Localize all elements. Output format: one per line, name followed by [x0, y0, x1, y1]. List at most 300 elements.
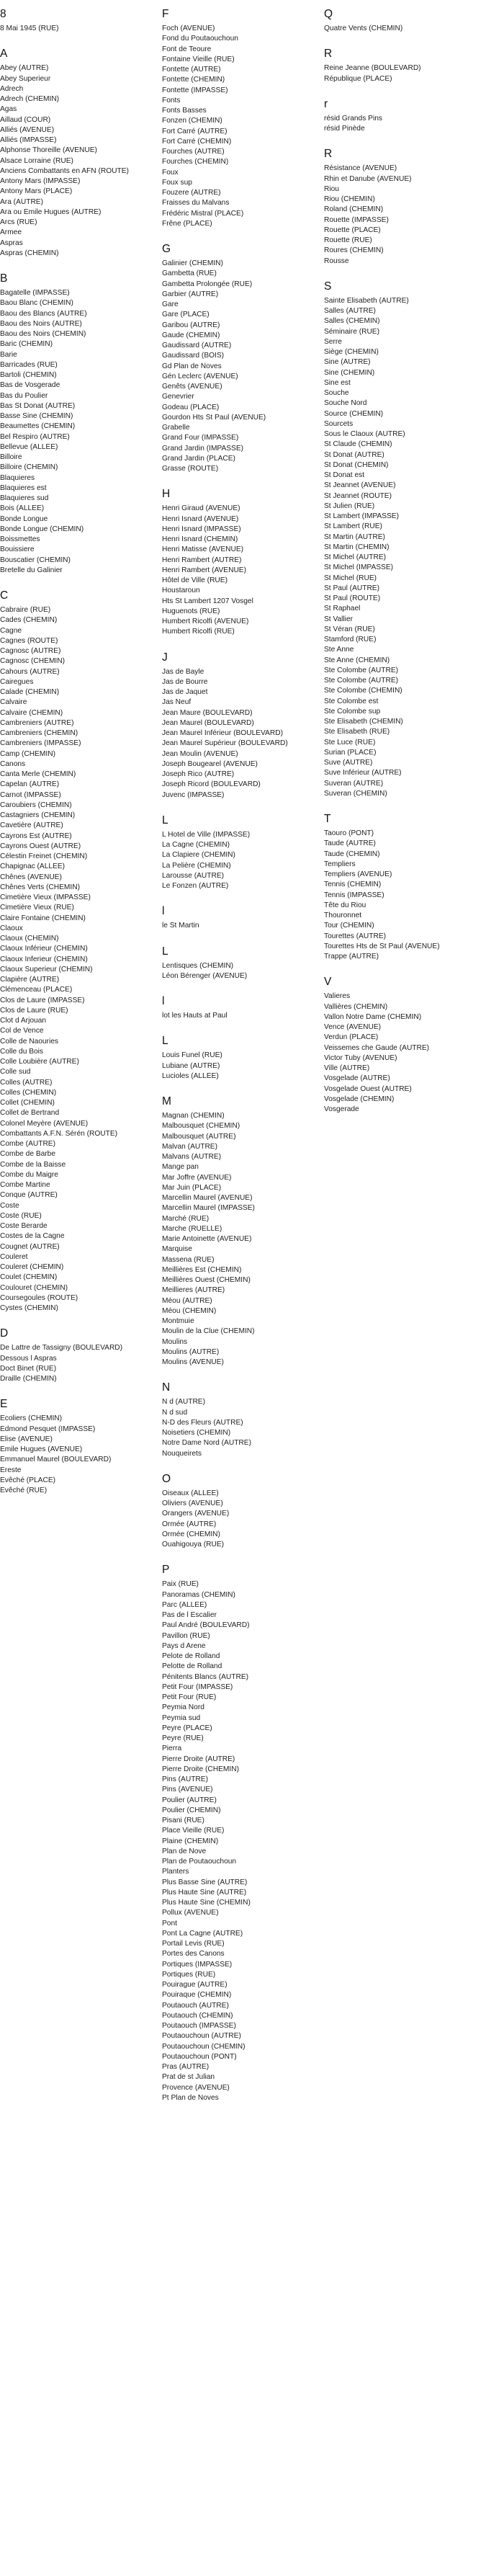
street-entry: Poutaouch (CHEMIN) — [162, 2011, 233, 2020]
street-entry: St Lambert (IMPASSE) — [324, 512, 399, 520]
section-letter-heading: D — [0, 1327, 9, 1340]
section-letter-heading: P — [162, 1564, 170, 1577]
street-entry: lot les Hauts at Paul — [162, 1012, 228, 1020]
street-entry: Marcellin Maurel (AVENUE) — [162, 1194, 253, 1202]
street-entry: Salles (AUTRE) — [324, 307, 376, 315]
street-entry: Cayrons Ouest (AUTRE) — [0, 842, 81, 850]
street-entry: Serre — [324, 337, 342, 346]
street-entry: Antony Mars (PLACE) — [0, 187, 73, 196]
street-entry: Genevrier — [162, 393, 194, 401]
street-index-column-1 — [0, 7, 155, 1496]
street-entry: De Lattre de Tassigny (BOULEVARD) — [0, 1344, 123, 1352]
street-entry: Lucioles (ALLEE) — [162, 1071, 219, 1080]
street-entry: St Martin (AUTRE) — [324, 532, 385, 541]
street-entry: Bas de Vosgerade — [0, 381, 60, 390]
street-entry: Bartoli (CHEMIN) — [0, 371, 57, 379]
letter-group — [324, 147, 486, 267]
street-entry: Cambreniers (IMPASSE) — [0, 739, 81, 748]
street-entry: Colle Loubière (AUTRE) — [0, 1058, 79, 1066]
section-letter-heading: V — [324, 976, 332, 989]
street-entry: Oliviers (AVENUE) — [162, 1499, 223, 1507]
letter-group — [162, 994, 324, 1021]
street-entry: Ecoliers (CHEMIN) — [0, 1414, 63, 1423]
section-letter-heading: 8 — [0, 8, 6, 20]
street-entry: Verdun (PLACE) — [324, 1033, 379, 1042]
street-entry: Marché (RUE) — [162, 1214, 210, 1223]
street-entry: Roures (CHEMIN) — [324, 246, 384, 255]
street-entry: Chapignac (ALLEE) — [0, 863, 66, 871]
street-entry: Ouahigouya (RUE) — [162, 1541, 225, 1548]
street-entry: résid Pinède — [324, 125, 365, 133]
street-entry: N-D des Fleurs (AUTRE) — [162, 1418, 243, 1427]
street-entry: Gén Leclerc (AVENUE) — [162, 372, 238, 380]
street-entry: Evêché (RUE) — [0, 1487, 48, 1494]
street-entry: Clot d Arjouan — [0, 1017, 46, 1025]
section-letter-heading: M — [162, 1095, 171, 1107]
street-entry: Hts St Lambert 1207 Vosgel — [162, 597, 253, 605]
street-entry: Meillières Est (CHEMIN) — [162, 1265, 242, 1274]
street-entry: Fouzere (AUTRE) — [162, 189, 221, 197]
street-entry: Collet de Bertrand — [0, 1109, 60, 1118]
street-entry: Dessous l Aspras — [0, 1354, 57, 1363]
street-entry: Pt Plan de Noves — [162, 2093, 219, 2102]
street-entry: Combe de Barbe — [0, 1150, 56, 1159]
section-letter-heading: L — [162, 1035, 168, 1048]
section-letter-heading: B — [0, 272, 8, 285]
street-entry: Rousse — [324, 257, 349, 265]
street-entry: Ara ou Emile Hugues (AUTRE) — [0, 208, 102, 216]
letter-group — [324, 97, 486, 135]
street-entry: Peyre (PLACE) — [162, 1724, 212, 1732]
street-entry: Vence (AVENUE) — [324, 1023, 382, 1031]
street-entry: Clos de Laure (IMPASSE) — [0, 996, 85, 1004]
letter-group — [0, 589, 155, 1314]
street-entry: Colle du Bois — [0, 1047, 44, 1056]
street-entry: Chênes Verts (CHEMIN) — [0, 883, 80, 891]
street-entry: Place Vieille (RUE) — [162, 1827, 225, 1835]
street-entry: Meillières Ouest (CHEMIN) — [162, 1276, 251, 1284]
letter-group — [162, 242, 324, 474]
street-entry: St Martin (CHEMIN) — [324, 543, 390, 551]
street-index-column-3 — [324, 7, 486, 1115]
street-entry: Rouette (PLACE) — [324, 226, 381, 234]
street-entry: Parc (ALLEE) — [162, 1600, 207, 1609]
street-entry: N d (AUTRE) — [162, 1398, 205, 1407]
street-entry: Gaudissard (BOIS) — [162, 352, 225, 360]
street-entry: Provence (AVENUE) — [162, 2083, 230, 2092]
street-entry: Hôtel de Ville (RUE) — [162, 576, 228, 584]
street-entry: Fourches (AUTRE) — [162, 148, 225, 156]
street-entry: Fonts — [162, 96, 181, 104]
street-entry: Font de Teoure — [162, 45, 212, 53]
street-entry: Montmuie — [162, 1317, 194, 1325]
street-entry: Poutaouchoun (AUTRE) — [162, 2032, 241, 2041]
street-entry: Bouissiere — [0, 545, 35, 554]
street-entry: Jean Maurel Inférieur (BOULEVARD) — [162, 729, 283, 737]
street-entry: Suve (AUTRE) — [324, 759, 373, 767]
section-letter-heading: G — [162, 243, 171, 255]
street-entry: Paix (RUE) — [162, 1580, 199, 1589]
street-entry: St Michel (AUTRE) — [324, 553, 387, 561]
street-entry: Cambreniers (AUTRE) — [0, 718, 74, 727]
street-entry: Humbert Ricolfi (RUE) — [162, 628, 235, 636]
section-letter-heading: l — [162, 905, 165, 918]
street-entry: St Véran (RUE) — [324, 625, 375, 633]
street-entry: Souche Nord — [324, 399, 367, 408]
street-entry: Meillieres (AUTRE) — [162, 1286, 225, 1295]
street-entry: Billoire (CHEMIN) — [0, 463, 58, 472]
street-entry: Fort Carré (AUTRE) — [162, 127, 228, 135]
section-letter-heading: S — [324, 280, 332, 293]
street-entry: Sine (AUTRE) — [324, 358, 371, 367]
street-entry: Jean Maurel (BOULEVARD) — [162, 718, 254, 727]
street-entry: Aspras — [0, 239, 23, 247]
street-entry: Anciens Combattants en AFN (ROUTE) — [0, 166, 129, 175]
street-entry: Genêts (AVENUE) — [162, 383, 222, 391]
street-entry: Coste — [0, 1201, 19, 1210]
street-entry: St Paul (AUTRE) — [324, 584, 379, 592]
street-entry: Cambreniers (CHEMIN) — [0, 729, 78, 737]
letter-group — [162, 814, 324, 892]
street-entry: Templiers — [324, 860, 356, 868]
street-entry: Alsace Lorraine (RUE) — [0, 156, 73, 165]
street-entry: Emmanuel Maurel (BOULEVARD) — [0, 1456, 112, 1464]
street-entry: Coste Berarde — [0, 1222, 48, 1230]
street-entry: Tennis (IMPASSE) — [324, 891, 384, 899]
street-entry: Orangers (AVENUE) — [162, 1510, 230, 1518]
street-entry: Pierra — [162, 1744, 182, 1753]
street-entry: Adrech — [0, 84, 24, 93]
street-entry: le St Martin — [162, 922, 199, 930]
street-entry: Stamford (RUE) — [324, 636, 377, 643]
street-entry: Portes des Canons — [162, 1950, 225, 1958]
street-entry: Poulier (AUTRE) — [162, 1796, 217, 1804]
letter-group — [162, 651, 324, 801]
street-entry: Claoux Inférieur (CHEMIN) — [0, 945, 88, 953]
street-entry: Colle sud — [0, 1068, 31, 1077]
street-entry: Marche (RUELLE) — [162, 1224, 222, 1233]
street-entry: Cagne — [0, 626, 22, 635]
street-entry: Combe de la Baisse — [0, 1160, 66, 1169]
street-entry: St Jeannet (ROUTE) — [324, 491, 392, 500]
street-entry: Boissmettes — [0, 535, 40, 543]
street-entry: Coulet (CHEMIN) — [0, 1273, 58, 1282]
letter-group — [324, 280, 486, 799]
street-entry: Riou (CHEMIN) — [324, 195, 375, 203]
street-entry: Carnot (IMPASSE) — [0, 790, 61, 799]
street-entry: Grand Jardin (PLACE) — [162, 454, 235, 463]
street-entry: Cades (CHEMIN) — [0, 616, 58, 625]
letter-group — [0, 1397, 155, 1496]
section-letter-heading: N — [162, 1381, 171, 1394]
street-entry: St Vallier — [324, 615, 354, 623]
section-letter-heading: O — [162, 1472, 171, 1485]
street-entry: Fort Carré (CHEMIN) — [162, 137, 232, 146]
street-entry: Malbousquet (CHEMIN) — [162, 1122, 240, 1131]
street-entry: Costes de la Cagne — [0, 1232, 65, 1241]
street-entry: La Clapiere (CHEMIN) — [162, 851, 235, 860]
street-entry: Cavetière (AUTRE) — [0, 821, 63, 830]
section-letter-heading: L — [162, 814, 168, 826]
street-entry: Plus Haute Sine (CHEMIN) — [162, 1899, 251, 1907]
street-entry: Malvans (AUTRE) — [162, 1153, 222, 1161]
street-entry: Jas de Bayle — [162, 667, 204, 676]
street-entry: Alliés (IMPASSE) — [0, 136, 57, 144]
section-letter-heading: r — [324, 97, 328, 110]
street-entry: St Jeannet (AVENUE) — [324, 481, 396, 490]
street-entry: St Donat (CHEMIN) — [324, 460, 389, 469]
street-entry: Aspras (CHEMIN) — [0, 249, 59, 257]
street-entry: Emile Hugues (AVENUE) — [0, 1445, 83, 1453]
street-entry: Blaquieres est — [0, 483, 47, 492]
letter-group — [324, 47, 486, 84]
street-entry: St Paul (ROUTE) — [324, 594, 381, 602]
street-entry: Barie — [0, 350, 17, 359]
street-entry: St Michel (IMPASSE) — [324, 563, 394, 572]
street-entry: Capelan (AUTRE) — [0, 780, 60, 789]
street-entry: Gare — [162, 300, 179, 308]
street-entry: Abey (AUTRE) — [0, 64, 49, 73]
street-entry: Siège (CHEMIN) — [324, 348, 379, 356]
street-entry: Draille (CHEMIN) — [0, 1375, 57, 1383]
street-entry: Tour (CHEMIN) — [324, 922, 374, 930]
street-entry: Tourettes Hts de St Paul (AVENUE) — [324, 942, 440, 950]
section-letter-heading: L — [162, 945, 168, 958]
street-entry: Riou — [324, 184, 339, 193]
street-entry: Ereste — [0, 1466, 22, 1474]
street-entry: Pouirague (AUTRE) — [162, 1981, 228, 1989]
letter-group — [324, 975, 486, 1115]
street-entry: Colonel Meyère (AVENUE) — [0, 1119, 89, 1128]
street-entry: Pelotte de Rolland — [162, 1662, 222, 1671]
street-entry: St Raphael — [324, 605, 361, 613]
street-entry: Colles (AUTRE) — [0, 1078, 53, 1087]
street-entry: Massena (RUE) — [162, 1255, 215, 1264]
street-entry: Plus Basse Sine (AUTRE) — [162, 1878, 248, 1886]
street-entry: Ville (AUTRE) — [324, 1064, 370, 1072]
street-entry: Ste Colombe (AUTRE) — [324, 677, 399, 685]
street-entry: Lentisques (CHEMIN) — [162, 961, 234, 970]
street-entry: N d sud — [162, 1408, 188, 1417]
street-entry: Mar Juin (PLACE) — [162, 1183, 222, 1192]
street-entry: Gaude (CHEMIN) — [162, 331, 220, 339]
street-entry: Poulier (CHEMIN) — [162, 1806, 221, 1814]
street-entry: Cairegues — [0, 677, 34, 686]
street-entry: Calvaire (CHEMIN) — [0, 708, 63, 717]
street-entry: Combattants A.F.N. Sérén (ROUTE) — [0, 1129, 118, 1138]
street-entry: Claoux — [0, 924, 23, 932]
street-entry: Sine (CHEMIN) — [324, 368, 375, 377]
street-entry: Bonde Longue (CHEMIN) — [0, 525, 84, 533]
street-entry: Templiers (AVENUE) — [324, 870, 392, 878]
street-entry: Peyre (RUE) — [162, 1734, 204, 1742]
street-entry: Vosgerade — [324, 1105, 359, 1113]
street-entry: Méou (AUTRE) — [162, 1296, 212, 1305]
street-entry: Taude (CHEMIN) — [324, 850, 380, 858]
street-entry: Plaine (CHEMIN) — [162, 1837, 219, 1845]
street-entry: Ste Colombe (AUTRE) — [324, 666, 399, 674]
street-entry: Coursegoules (ROUTE) — [0, 1293, 78, 1302]
street-entry: Blaquieres — [0, 473, 35, 482]
street-entry: Pras (AUTRE) — [162, 2063, 210, 2071]
street-entry: Fontette (CHEMIN) — [162, 76, 225, 84]
street-entry: Léon Bérenger (AVENUE) — [162, 971, 248, 980]
street-entry: Petit Four (RUE) — [162, 1693, 217, 1701]
street-entry: Portail Levis (RUE) — [162, 1940, 225, 1948]
street-entry: Pont La Cagne (AUTRE) — [162, 1929, 243, 1938]
street-entry: Tourettes (AUTRE) — [324, 932, 387, 940]
letter-group — [162, 1095, 324, 1368]
street-entry: Joseph Rico (AUTRE) — [162, 770, 235, 778]
street-entry: Malvan (AUTRE) — [162, 1142, 217, 1151]
street-entry: Ste Colombe est — [324, 697, 379, 705]
section-letter-heading: R — [324, 148, 333, 161]
street-entry: Rouette (RUE) — [324, 236, 372, 244]
street-entry: Agas — [0, 105, 17, 114]
street-entry: Calade (CHEMIN) — [0, 688, 60, 696]
street-entry: Billoire — [0, 453, 22, 461]
section-letter-heading: R — [324, 48, 333, 61]
street-entry: Tête du Riou — [324, 901, 366, 909]
street-entry: Cimetière Vieux (RUE) — [0, 904, 74, 912]
street-entry: Henri Matisse (AVENUE) — [162, 545, 244, 554]
street-entry: Henri Isnard (CHEMIN) — [162, 535, 238, 543]
street-entry: Cahours (AUTRE) — [0, 667, 60, 676]
street-entry: Conque (AUTRE) — [0, 1191, 58, 1200]
letter-group — [0, 1327, 155, 1384]
street-entry: Fond du Poutaouchoun — [162, 35, 238, 43]
letter-group — [162, 1034, 324, 1082]
street-entry: Henri Isnard (IMPASSE) — [162, 525, 241, 533]
street-entry: Valieres — [324, 992, 351, 1001]
street-entry: St Donat est — [324, 471, 365, 479]
street-entry: Frêne (PLACE) — [162, 219, 212, 228]
street-entry: Cougnet (AUTRE) — [0, 1242, 60, 1251]
street-entry: Claoux Superieur (CHEMIN) — [0, 965, 93, 973]
street-entry: Résistance (AVENUE) — [324, 164, 397, 173]
section-letter-heading: l — [162, 995, 165, 1007]
street-entry: Combe Martine — [0, 1181, 50, 1189]
street-entry: Henri Giraud (AVENUE) — [162, 504, 240, 513]
street-entry: Elise (AVENUE) — [0, 1435, 53, 1443]
street-entry: Méou (CHEMIN) — [162, 1306, 217, 1315]
letter-group — [162, 7, 324, 229]
street-entry: Baou des Noirs (AUTRE) — [0, 319, 82, 328]
street-entry: Portiques (RUE) — [162, 1970, 216, 1979]
street-entry: Bagatelle (IMPASSE) — [0, 289, 70, 297]
street-entry: Basse Sine (CHEMIN) — [0, 412, 73, 420]
street-entry: Caroubiers (CHEMIN) — [0, 801, 72, 809]
section-letter-heading: F — [162, 8, 169, 20]
street-entry: Henri Rambert (AVENUE) — [162, 566, 246, 574]
street-entry: Vallon Notre Dame (CHEMIN) — [324, 1012, 422, 1021]
street-entry: Nouqueirets — [162, 1449, 202, 1458]
section-letter-heading: Q — [324, 8, 333, 20]
street-entry: Peymia Nord — [162, 1703, 204, 1712]
street-entry: Mar Joffre (AVENUE) — [162, 1173, 232, 1182]
street-entry: Alphonse Thoreille (AVENUE) — [0, 146, 97, 155]
street-entry: Joseph Bougearel (AVENUE) — [162, 759, 258, 768]
street-entry: Thouronnet — [324, 912, 362, 919]
street-entry: Pierre Droite (AUTRE) — [162, 1755, 235, 1763]
street-entry: Godeau (PLACE) — [162, 403, 220, 411]
street-entry: Garbier (AUTRE) — [162, 290, 219, 298]
letter-group — [324, 7, 486, 34]
street-entry: Gaudissard (AUTRE) — [162, 342, 232, 349]
street-entry: Pénitents Blancs (AUTRE) — [162, 1672, 249, 1681]
street-entry: Foux — [162, 168, 179, 177]
street-entry: Juvenc (IMPASSE) — [162, 790, 225, 799]
street-entry: Le Fonzen (AUTRE) — [162, 882, 229, 890]
street-entry: Frédéric Mistral (PLACE) — [162, 209, 244, 218]
street-entry: Taude (AUTRE) — [324, 839, 376, 848]
street-entry: Pierre Droite (CHEMIN) — [162, 1765, 239, 1773]
street-entry: Aillaud (COUR) — [0, 115, 51, 124]
street-entry: Ormée (AUTRE) — [162, 1520, 217, 1528]
section-letter-heading: J — [162, 651, 168, 664]
street-entry: Vosgelade (AUTRE) — [324, 1074, 390, 1083]
street-entry: St Michel (RUE) — [324, 574, 377, 582]
street-entry: Antony Mars (IMPASSE) — [0, 177, 81, 185]
street-entry: Pas de l Escalier — [162, 1611, 217, 1619]
street-entry: Lubiane (AUTRE) — [162, 1061, 220, 1070]
street-entry: Pins (AUTRE) — [162, 1775, 208, 1783]
street-entry: Panoramas (CHEMIN) — [162, 1590, 235, 1599]
street-entry: Coulouret (CHEMIN) — [0, 1283, 68, 1292]
street-entry: Portiques (IMPASSE) — [162, 1960, 233, 1969]
street-entry: Vosgelade (CHEMIN) — [324, 1095, 395, 1103]
street-entry: Gare (PLACE) — [162, 311, 210, 319]
street-entry: Source (CHEMIN) — [324, 409, 384, 418]
street-entry: Jas de Jaquet — [162, 688, 208, 696]
street-entry: Barricades (RUE) — [0, 360, 58, 369]
street-entry: Vosgelade Ouest (AUTRE) — [324, 1084, 412, 1093]
street-entry: Cabraire (RUE) — [0, 606, 51, 614]
street-entry: Séminaire (RUE) — [324, 327, 379, 336]
street-entry: Cystes (CHEMIN) — [0, 1304, 58, 1312]
street-entry: Célestin Freinet (CHEMIN) — [0, 852, 88, 860]
street-entry: Jas de Bourre — [162, 677, 208, 686]
letter-group — [162, 1472, 324, 1551]
street-entry: Rouette (IMPASSE) — [324, 215, 389, 224]
street-entry: La Cagne (CHEMIN) — [162, 841, 230, 849]
letter-group — [162, 1563, 324, 2103]
street-entry: Ste Luce (RUE) — [324, 738, 376, 746]
street-entry: Magnan (CHEMIN) — [162, 1112, 225, 1120]
street-entry: Poutaouch (IMPASSE) — [162, 2022, 236, 2030]
street-entry: Petit Four (IMPASSE) — [162, 1683, 233, 1691]
street-entry: Grand Jardin (IMPASSE) — [162, 444, 244, 453]
street-entry: Fraisses du Malvans — [162, 199, 230, 208]
street-entry: St Lambert (RUE) — [324, 522, 382, 531]
street-entry: Adrech (CHEMIN) — [0, 95, 60, 103]
street-entry: Notre Dame Nord (AUTRE) — [162, 1439, 251, 1448]
letter-group — [0, 47, 155, 259]
street-entry: Souche — [324, 389, 349, 397]
street-entry: Canons — [0, 759, 26, 768]
street-entry: Collet (CHEMIN) — [0, 1099, 55, 1107]
street-entry: Pins (AVENUE) — [162, 1786, 213, 1794]
street-entry: Vallières (CHEMIN) — [324, 1002, 388, 1011]
street-entry: Victor Tuby (AVENUE) — [324, 1053, 397, 1062]
letter-group — [162, 487, 324, 637]
letter-group — [162, 1381, 324, 1459]
street-entry: Cagnosc (CHEMIN) — [0, 657, 66, 666]
street-entry: Sainte Elisabeth (AUTRE) — [324, 296, 409, 305]
street-entry: Edmond Pesquet (IMPASSE) — [0, 1425, 96, 1433]
street-entry: Cagnes (ROUTE) — [0, 636, 58, 645]
street-entry: Fontaine Vieille (RUE) — [162, 55, 235, 63]
